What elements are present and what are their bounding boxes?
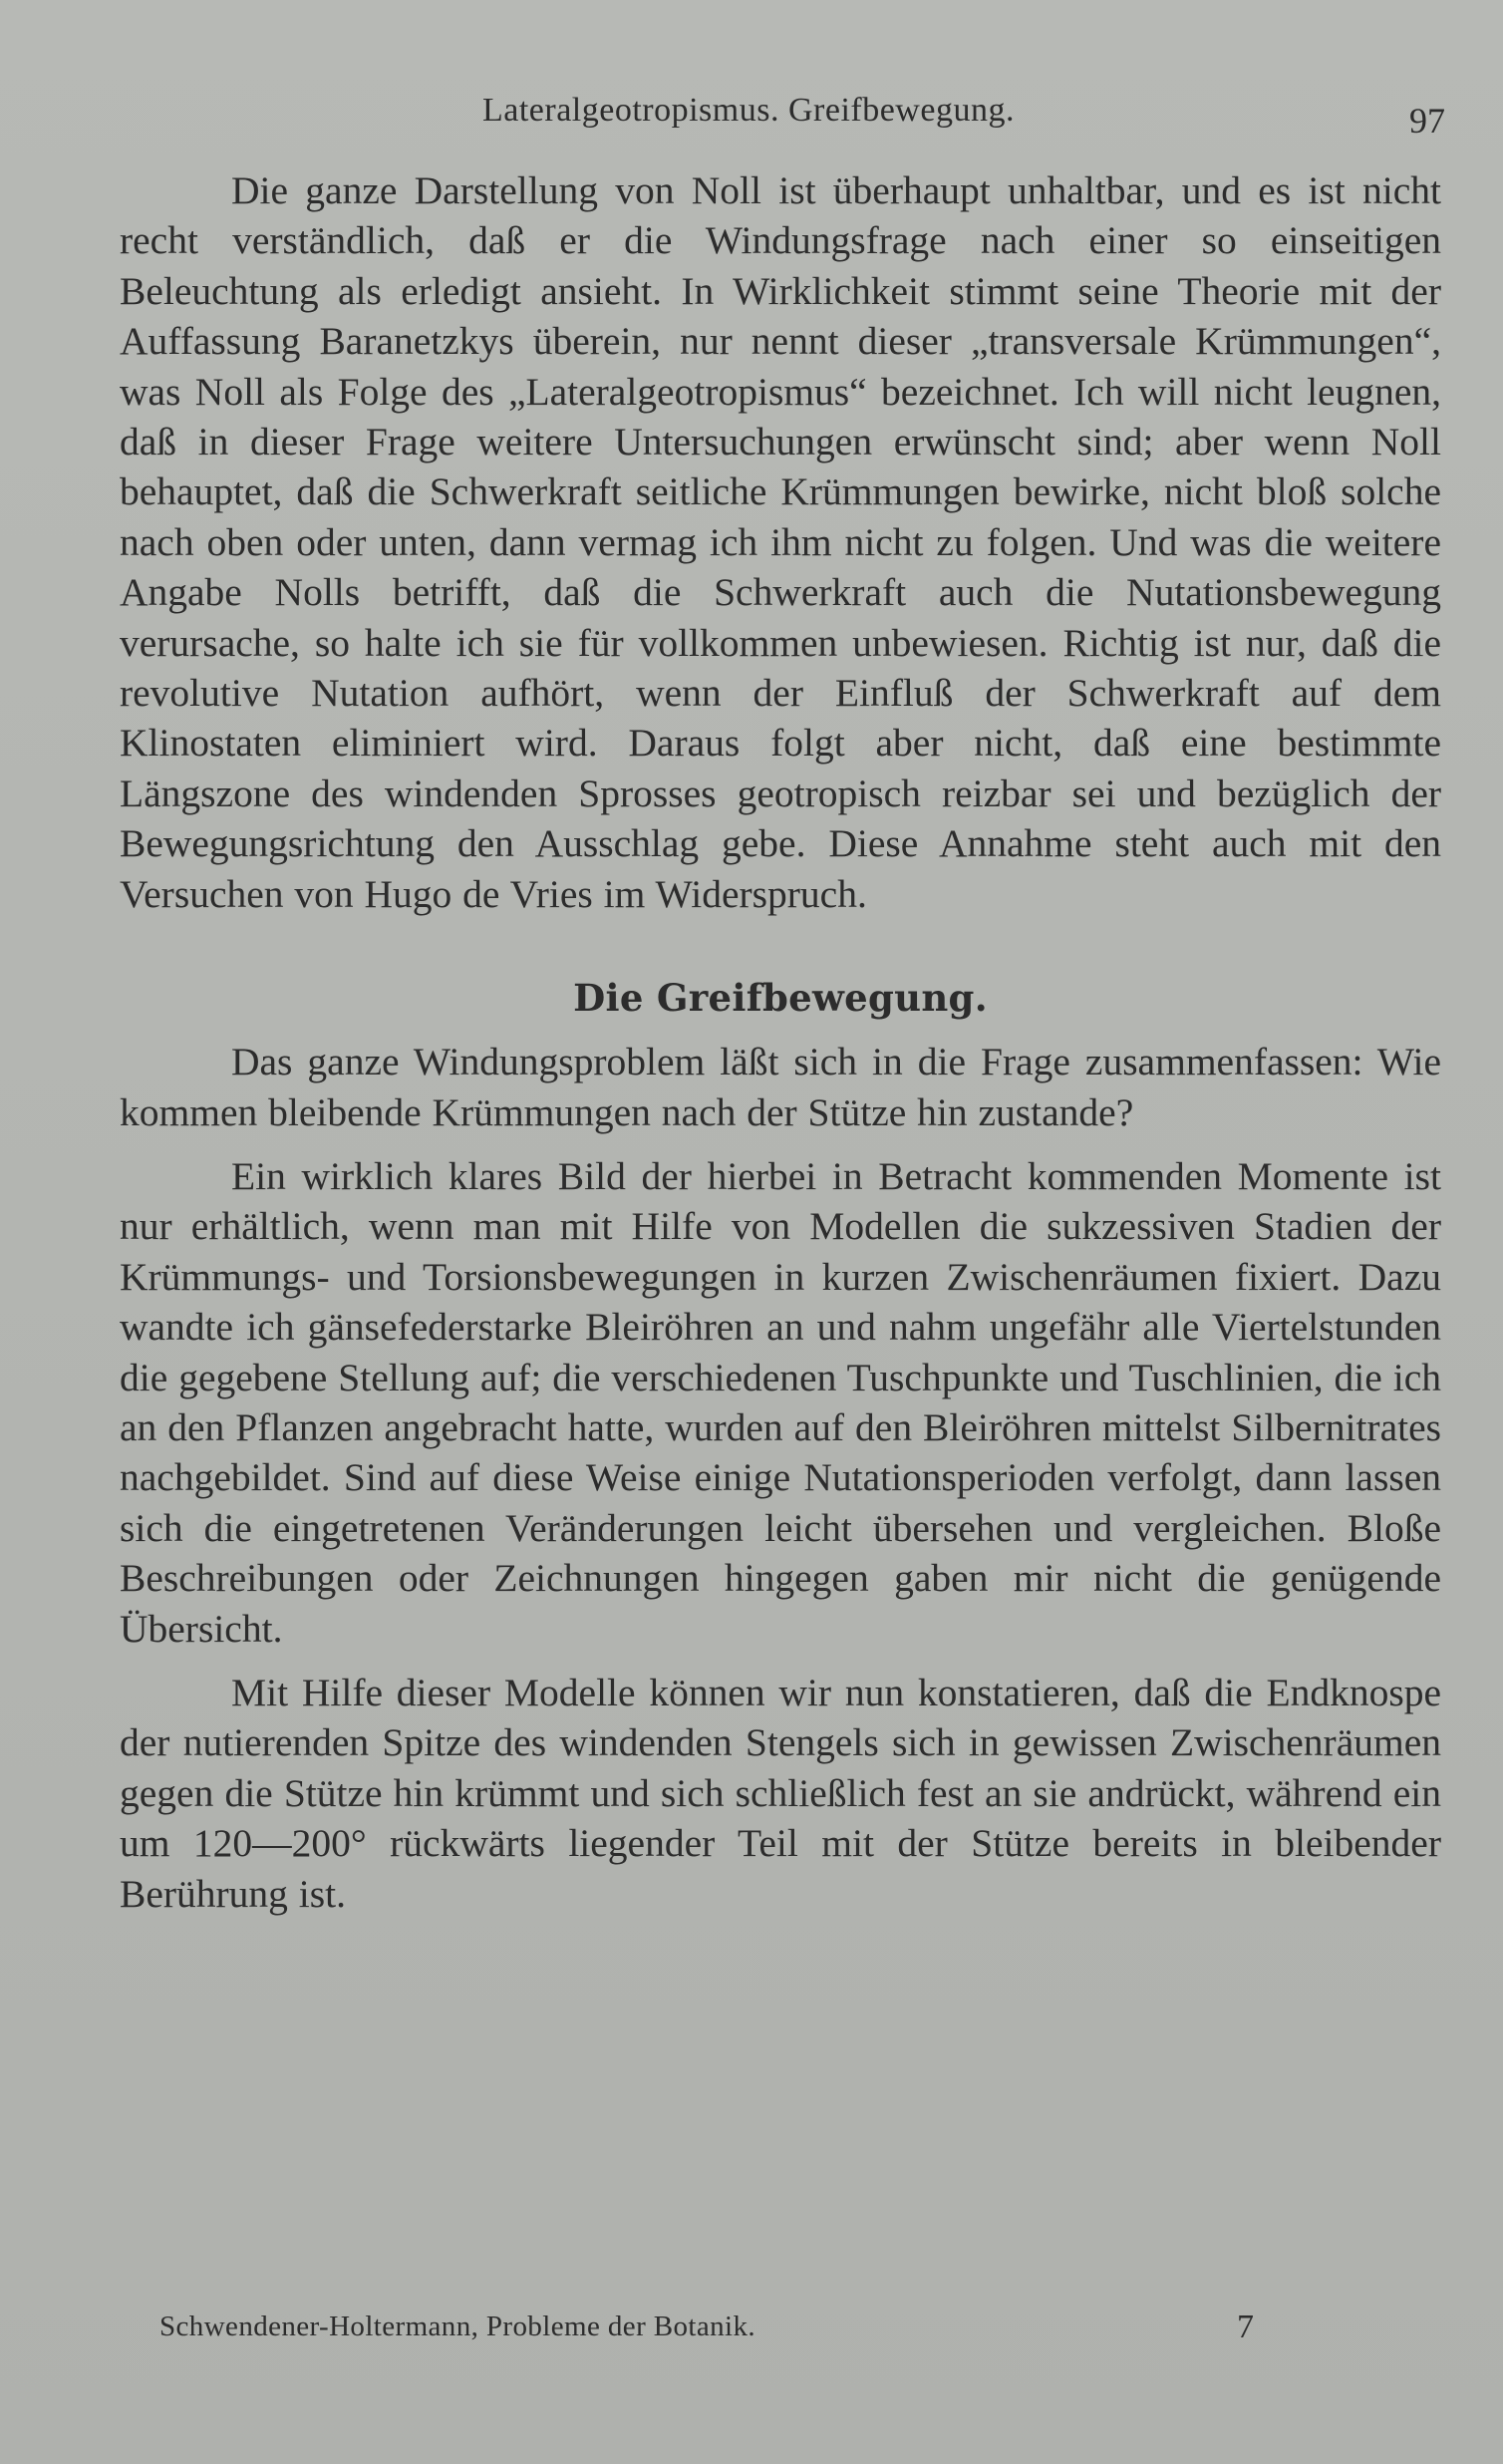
running-title: Lateralgeotropismus. Greifbewegung. <box>482 92 1015 129</box>
running-header <box>0 92 1503 152</box>
paragraph-gap <box>120 1137 1441 1151</box>
page-number: 97 <box>1409 101 1445 141</box>
signature-mark: 7 <box>1237 2309 1254 2345</box>
paragraph-4: Mit Hilfe dieser Modelle können wir nun konstatieren, daß die Endknospe der nutierenden Spitze des windenden Stengels sich in gewissen Zwischenräumen gegen die Stütze hin krümmt und sich schließlich fest an sie andrückt, während ein um 120—200° rückwärts liegender Teil mit der Stütze bereits in bleibender Berührung ist. <box>120 1670 1441 1916</box>
paragraph-2: Das ganze Windungsproblem läßt sich in die Frage zusammenfassen: Wie kommen bleibende Krümmungen nach der Stütze hin zustande? <box>120 1040 1441 1134</box>
footer-citation: Schwendener-Holtermann, Probleme der Botanik. <box>159 2310 756 2342</box>
paragraph-gap <box>120 1654 1441 1668</box>
paragraph-3: Ein wirklich klares Bild der hierbei in Betracht kommenden Momente ist nur erhältlich, wenn man mit Hilfe von Modellen die sukzessiven Stadien der Krümmungs- und Torsionsbewegungen in kurzen Zwischenräumen fixiert. Dazu wandte ich gänsefederstarke Bleiröhren an und nahm ungefähr alle Viertelstunden die gegebene Stellung auf; die verschiedenen Tuschpunkte und Tuschlinien, die ich an den Pflanzen angebracht hatte, wurden auf den Bleiröhren mittelst Silbernitrates nachgebildet. Sind auf diese Weise einige Nutationsperioden verfolgt, dann lassen sich die eingetretenen Veränderungen leicht übersehen und vergleichen. Bloße Beschreibungen oder Zeichnungen hingegen gaben mir nicht die genügende Übersicht. <box>120 1153 1441 1651</box>
section-title: Die Greifbewegung. <box>573 976 988 1021</box>
main-text <box>120 165 1441 1919</box>
paragraph-1: Die ganze Darstellung von Noll ist überhaupt unhaltbar, und es ist nicht recht verständlich, daß er die Windungsfrage nach einer so einseitigen Beleuchtung als erledigt ansieht. In Wirklichkeit stimmt seine Theorie mit der Auffassung Baranetzkys überein, nur nennt dieser „transversale Krümmungen“, was Noll als Folge des „Lateralgeotropismus“ bezeichnet. Ich will nicht leugnen, daß in dieser Frage weitere Untersuchungen erwünscht sind; aber wenn Noll behauptet, daß die Schwerkraft seitliche Krümmungen bewirke, nicht bloß solche nach oben oder unten, dann vermag ich ihm nicht zu folgen. Und was die weitere Angabe Nolls betrifft, daß die Schwerkraft auch die Nutationsbewegung verursache, so halte ich sie für vollkommen unbewiesen. Richtig ist nur, daß die revolutive Nutation aufhört, wenn der Einfluß der Schwerkraft auf dem Klinostaten eliminiert wird. Daraus folgt aber nicht, daß eine bestimmte Längszone des windenden Sprosses geotropisch reizbar sei und bezüglich der Bewegungsrichtung den Ausschlag gebe. Diese Annahme steht auch mit den Versuchen von Hugo de Vries im Widerspruch. <box>120 168 1441 916</box>
